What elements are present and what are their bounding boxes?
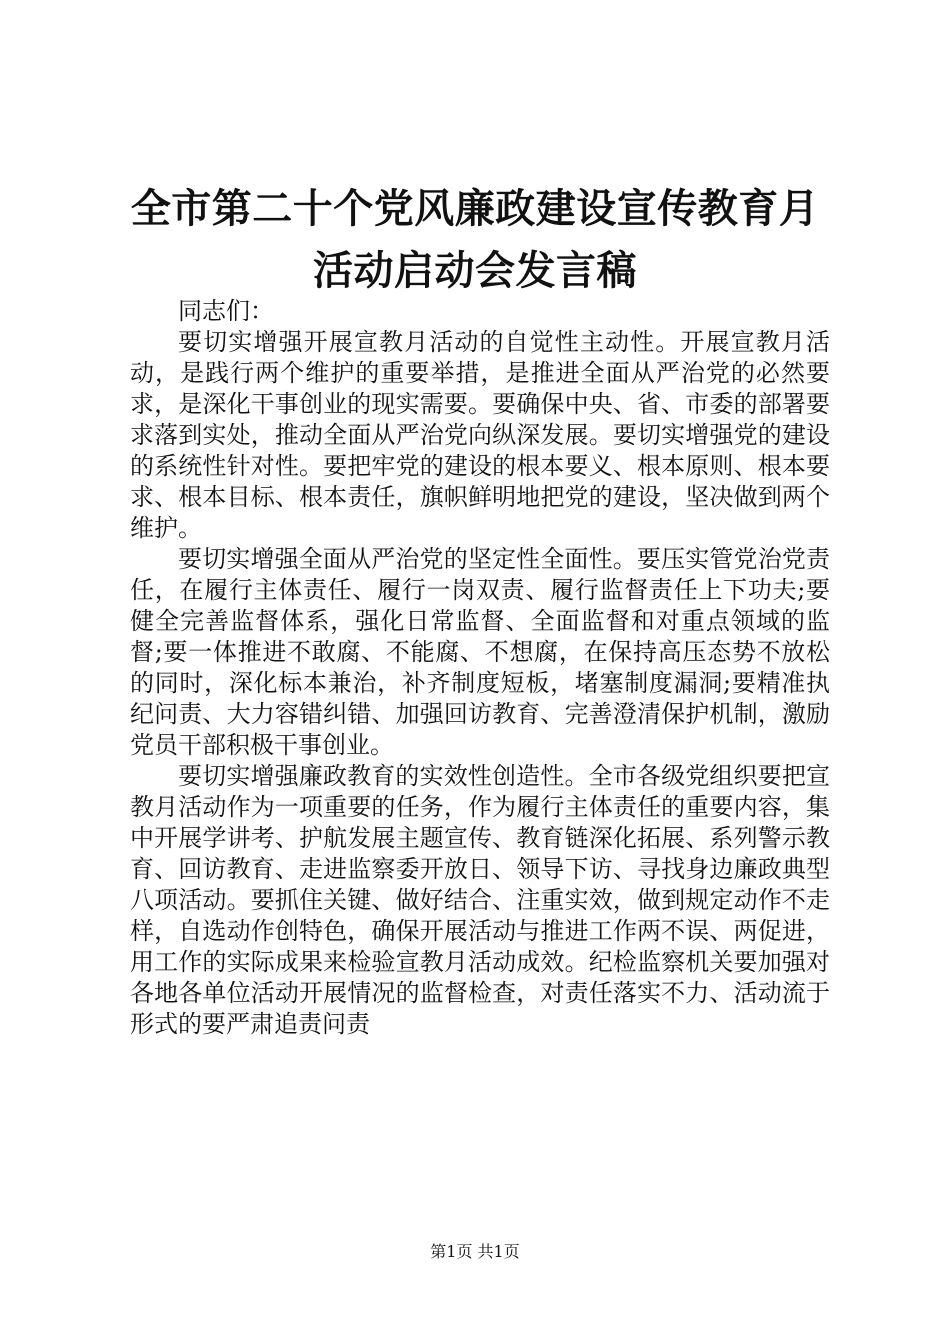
salutation: 同志们： xyxy=(178,297,274,325)
paragraph-1: 要切实增强开展宣教月活动的自觉性主动性。开展宣教月活动，是践行两个维护的重要举措，是推进全面从严治党的必然要求，是深化干事创业的现实需要。要确保中央、省、市委的部署要求落到实处，推动全面从严治党向纵深发展。要切实增强党的建设的系统性针对性。要把牢党的建设的根本要义、根本原则、根本要求、根本目标、根本责任，旗帜鲜明地把党的建设，坚决做到两个维护。 xyxy=(130,328,830,542)
paragraph-3: 要切实增强廉政教育的实效性创造性。全市各级党组织要把宣教月活动作为一项重要的任务，作为履行主体责任的重要内容，集中开展学讲考、护航发展主题宣传、教育链深化拓展、系列警示教育、回访教育、走进监察委开放日、领导下访、寻找身边廉政典型八项活动。要抓住关键、做好结合、注重实效，做到规定动作不走样，自选动作创特色，确保开展活动与推进工作两不误、两促进，用工作的实际成果来检验宣教月活动成效。纪检监察机关要加强对各地各单位活动开展情况的监督检查，对责任落实不力、活动流于形式的要严肃追责问责 xyxy=(130,762,830,1038)
document-title: 全市第二十个党风廉政建设宣传教育月活动启动会发言稿 xyxy=(130,185,820,294)
document-body xyxy=(130,296,830,1040)
page-number-footer: 第1页 共1页 xyxy=(430,1242,520,1261)
paragraph-2: 要切实增强全面从严治党的坚定性全面性。要压实管党治党责任，在履行主体责任、履行一岗双责、履行监督责任上下功夫;要健全完善监督体系，强化日常监督、全面监督和对重点领域的监督;要一体推进不敢腐、不能腐、不想腐，在保持高压态势不放松的同时，深化标本兼治，补齐制度短板，堵塞制度漏洞;要精准执纪问责、大力容错纠错、加强回访教育、完善澄清保护机制，激励党员干部积极干事创业。 xyxy=(130,545,830,759)
